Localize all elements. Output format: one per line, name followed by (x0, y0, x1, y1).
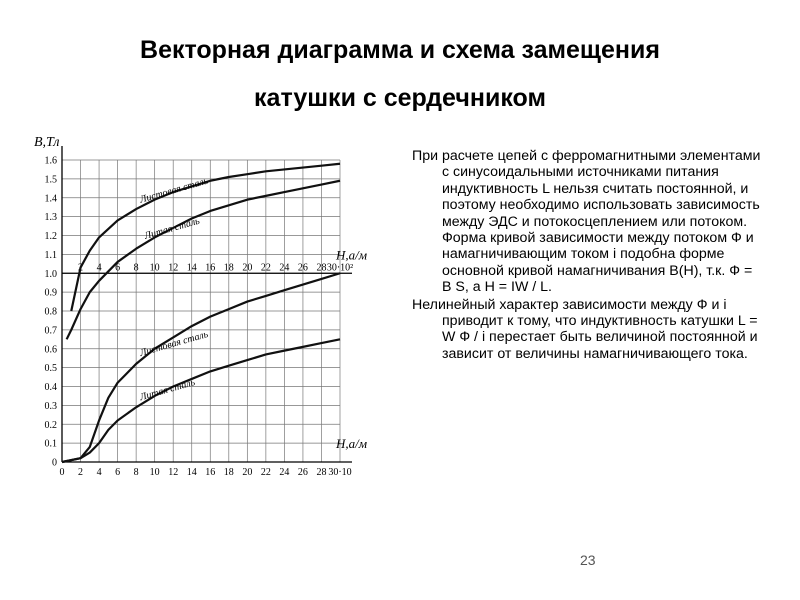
lower-x-tick-label: 16 (205, 467, 216, 478)
upper-x-tick-label: 18 (223, 262, 234, 274)
y-tick-label: 1.2 (44, 231, 57, 242)
lower-x-tick-label: 28 (316, 467, 327, 478)
page-number: 23 (580, 552, 596, 568)
upper-x-tick-label: 22 (260, 262, 271, 274)
upper-x-tick-label: 10 (149, 262, 160, 274)
y-tick-label: 1.1 (44, 249, 57, 261)
upper-x-tick-label: 28 (316, 262, 327, 274)
y-tick-label: 0.4 (44, 382, 57, 393)
upper-x-tick-label: 14 (186, 262, 197, 274)
lower-x-tick-label: 14 (186, 467, 197, 478)
paragraph-2: Нелинейный характер зависимости между Ф и i приводит к тому, что индуктивность катушки L = W Ф / i перестает быть величиной постоянной и зависит от величины намагничивающего тока. (412, 296, 758, 362)
lower-x-tick-label: 6 (115, 467, 121, 478)
magnetization-chart (30, 128, 375, 488)
y-axis-ticks (45, 156, 58, 469)
upper-x-tick-label: 20 (242, 262, 253, 274)
lower-x-tick-label: 22 (260, 467, 271, 478)
chart-grid (62, 146, 352, 462)
curves (62, 164, 340, 462)
lower-x-tick-label: 10 (149, 467, 160, 478)
y-tick-label: 1.3 (44, 212, 57, 224)
paragraph-1: При расчете цепей с ферромагнитными элементами с синусоидальными источниками питания индуктивность L нельзя считать постоянной, и поэтому необходимо использовать зависимость между ЭДС и потокосцеплением или потоком. Форма кривой зависимости между потоком Ф и намагничивающим током i подобна форме основной кривой намагничивания B(H), т.к. Ф = B S, а H = IW / L. (412, 148, 761, 296)
curve-lower-3 (62, 339, 340, 462)
y-tick-label: 1.6 (44, 155, 57, 167)
y-tick-label: 0.2 (44, 419, 57, 431)
upper-x-tick-label: 12 (168, 262, 179, 274)
lower-x-tick-label: 18 (223, 467, 234, 478)
slide-title-line-2: катушки с сердечником (254, 84, 546, 112)
upper-x-tick-label: 8 (133, 262, 139, 274)
y-tick-label: 1.5 (44, 174, 57, 186)
lower-x-tick-label: 0 (59, 467, 65, 478)
y-tick-label: 0 (52, 457, 57, 469)
lower-x-tick-label: 24 (279, 467, 290, 478)
lower-x-axis-label: H,а/м (336, 436, 368, 451)
curve-label: Листовая сталь (138, 328, 210, 359)
curve-upper-1 (67, 181, 340, 340)
y-tick-label: 0.9 (44, 287, 57, 299)
curve-label: Листовая сталь (138, 175, 210, 206)
upper-x-tick-label: 6 (115, 262, 121, 274)
lower-x-tick-label: 12 (168, 467, 179, 478)
y-tick-label: 0.5 (44, 363, 57, 375)
upper-x-tick-label: 26 (297, 262, 308, 274)
y-axis-label: B,Тл (34, 135, 60, 150)
curve-label: Литая сталь (138, 377, 197, 404)
y-tick-label: 0.1 (44, 438, 57, 450)
upper-x-axis-label: H,а/м (336, 247, 368, 263)
curve-label: Литая сталь (143, 215, 201, 242)
upper-x-tick-label: 24 (279, 262, 290, 274)
body-text (412, 148, 762, 363)
upper-x-tick-label: 4 (96, 262, 102, 274)
lower-x-axis (60, 436, 368, 478)
lower-x-tick-label: 26 (297, 467, 308, 478)
upper-x-tick-label: 30·10² (326, 262, 354, 274)
lower-x-tick-label: 8 (133, 467, 139, 478)
y-tick-label: 0.7 (44, 325, 57, 337)
upper-x-tick-label: 2 (78, 262, 84, 274)
y-tick-label: 0.8 (44, 306, 57, 318)
lower-x-tick-label: 30·10 (328, 467, 352, 478)
lower-x-tick-label: 2 (78, 467, 84, 478)
y-tick-label: 1.4 (44, 193, 57, 205)
lower-x-tick-label: 4 (96, 467, 102, 478)
slide-title-line-1: Векторная диаграмма и схема замещения (140, 36, 660, 64)
y-tick-label: 0.6 (44, 344, 57, 356)
lower-x-tick-label: 20 (242, 467, 253, 478)
upper-x-tick-label: 16 (205, 262, 216, 274)
y-tick-label: 1.0 (44, 268, 57, 280)
y-tick-label: 0.3 (44, 400, 57, 412)
